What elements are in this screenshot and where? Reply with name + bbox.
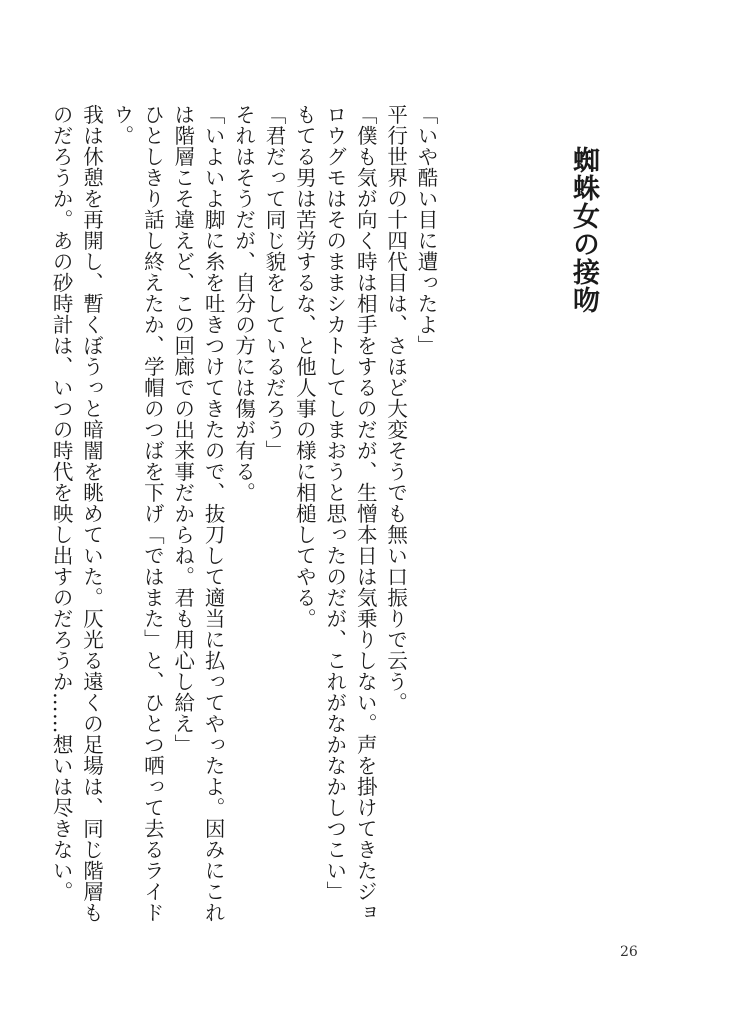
- paragraph: 我は休憩を再開し、暫くぼうっと暗闇を眺めていた。仄光る遠くの足場は、同じ階層ものだろうか。あの砂時計は、いつの時代を映し出すのだろうか……想いは尽きない。: [49, 104, 104, 923]
- paragraph: 「君だって同じ貌をしているだろう」: [261, 104, 286, 461]
- page-number: 26: [620, 944, 638, 960]
- paragraph: ひとしきり話し終えたか、学帽のつばを下げ「ではまた」と、ひとつ哂って去るライドウ。: [109, 104, 165, 923]
- paragraph: 「いよいよ脚に糸を吐きつけてきたので、抜刀して適当に払ってやったよ。因みにこれは階層こそ違えど、この回廊での出来事だからね。君も用心し給え」: [170, 104, 226, 923]
- paragraph: それはそうだが、自分の方には傷が有る。: [231, 104, 256, 503]
- chapter-title: 蜘蛛女の接吻: [568, 146, 599, 314]
- body-text: [46, 104, 441, 924]
- paragraph: 「僕も気が向く時は相手をするのだが、生憎本日は気乗りしない。声を掛けてきたジョロウグモはそのままシカトしてしまおうと思ったのだが、これがなかなかしつこい」: [322, 104, 378, 923]
- paragraph: もてる男は苦労するな、と他人事の様に相槌してやる。: [292, 104, 317, 629]
- paragraph: 平行世界の十四代目は、さほど大変そうでも無い口振りで云う。: [383, 104, 408, 713]
- paragraph: 「いや酷い目に遭ったよ」: [414, 104, 438, 356]
